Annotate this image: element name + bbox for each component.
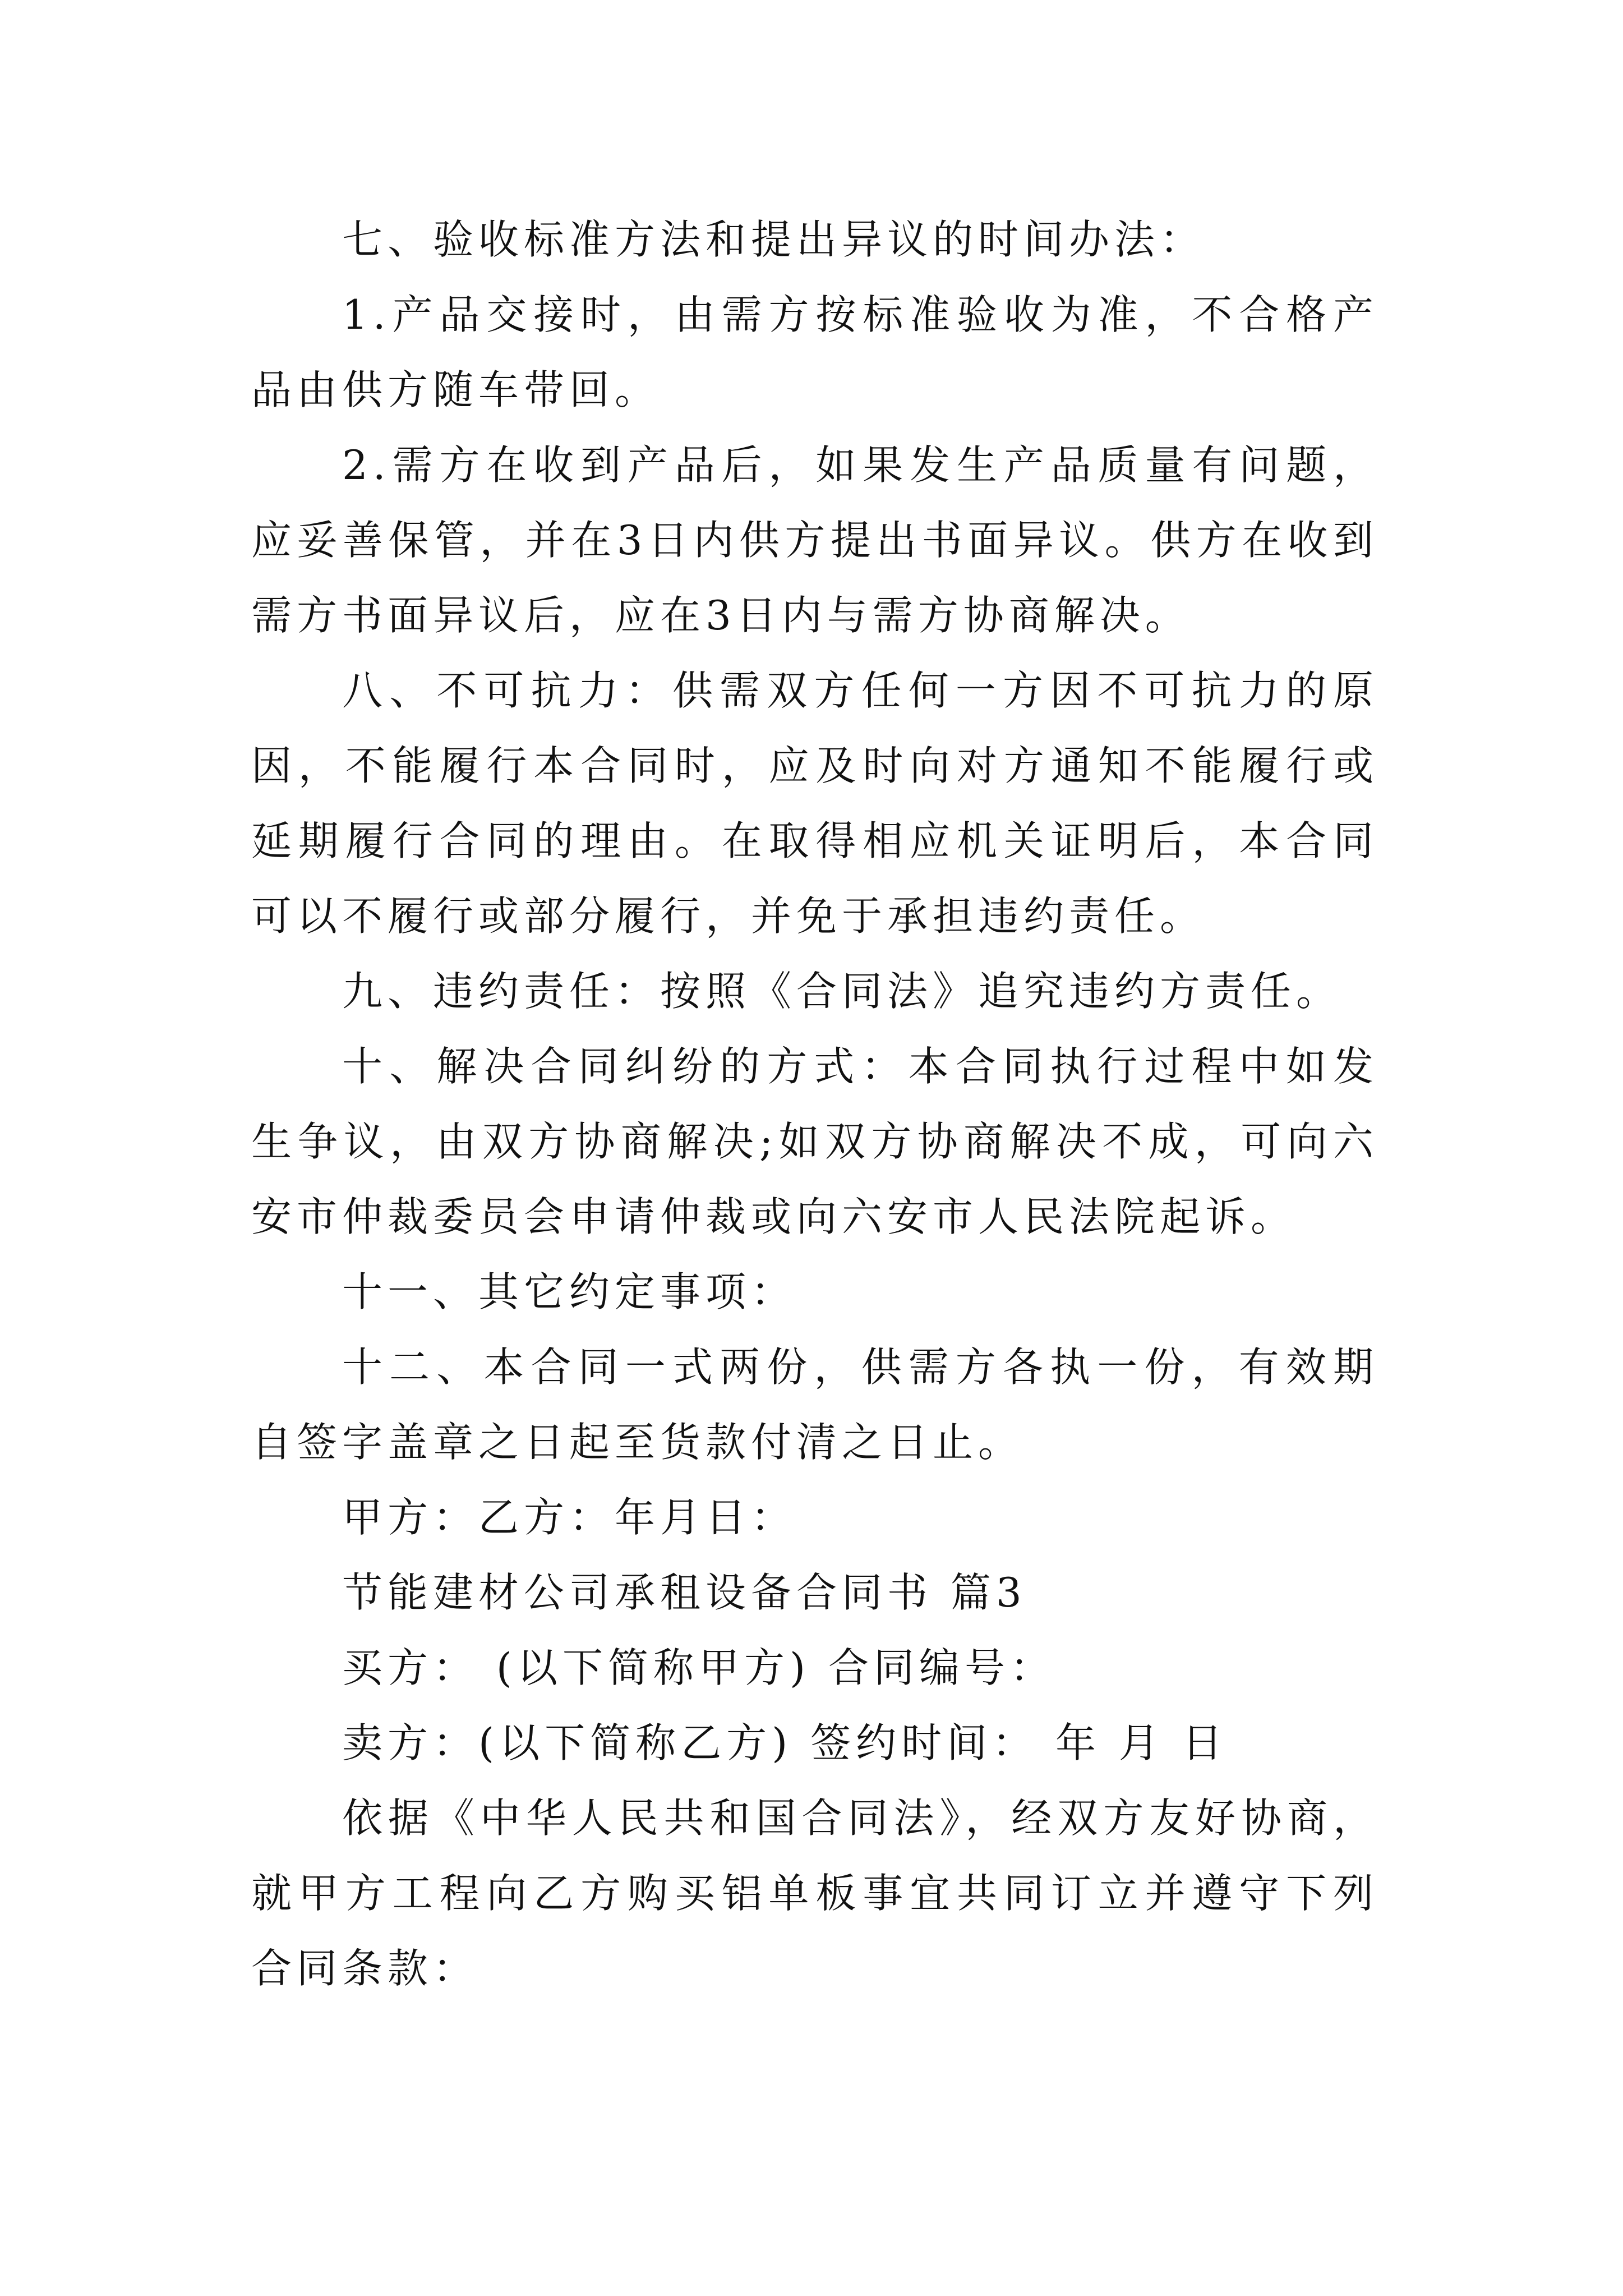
buyer-line: 买方： (以下简称甲方) 合同编号： <box>342 1644 1055 1691</box>
section-11-other: 十一、其它约定事项： <box>342 1268 797 1315</box>
section-8-force-majeure: 八、不可抗力：供需双方任何一方因不可抗力的原因，不能履行本合同时，应及时向对方通知不能履行或延期履行合同的理由。在取得相应机关证明后，本合同可以不履行或部分履行，并免于承担违约责任。 <box>251 667 1378 940</box>
section-10-disputes: 十、解决合同纠纷的方式：本合同执行过程中如发生争议，由双方协商解决;如双方协商解决不成，可向六安市仲裁委员会申请仲裁或向六安市人民法院起诉。 <box>251 1043 1378 1240</box>
clause-7-1: 1.产品交接时，由需方按标准验收为准，不合格产品由供方随车带回。 <box>251 291 1378 413</box>
signature-line: 甲方：乙方：年月日： <box>342 1494 797 1541</box>
section-9-liability: 九、违约责任：按照《合同法》追究违约方责任。 <box>342 968 1342 1015</box>
section-12-copies: 十二、本合同一式两份，供需方各执一份，有效期自签字盖章之日起至货款付清之日止。 <box>251 1343 1378 1466</box>
clause-7-2: 2.需方在收到产品后，如果发生产品质量有问题，应妥善保管，并在3日内供方提出书面异议。供方在收到需方书面异议后，应在3日内与需方协商解决。 <box>251 441 1378 639</box>
seller-line: 卖方：(以下简称乙方) 签约时间： 年 月 日 <box>342 1719 1228 1766</box>
preamble: 依据《中华人民共和国合同法》，经双方友好协商，就甲方工程向乙方购买铝单板事宜共同订立并遵守下列合同条款： <box>251 1795 1378 1992</box>
section-7-heading: 七、验收标准方法和提出异议的时间办法： <box>342 216 1206 263</box>
contract-title: 节能建材公司承租设备合同书 篇3 <box>342 1569 1027 1616</box>
document-body <box>251 202 1378 2006</box>
